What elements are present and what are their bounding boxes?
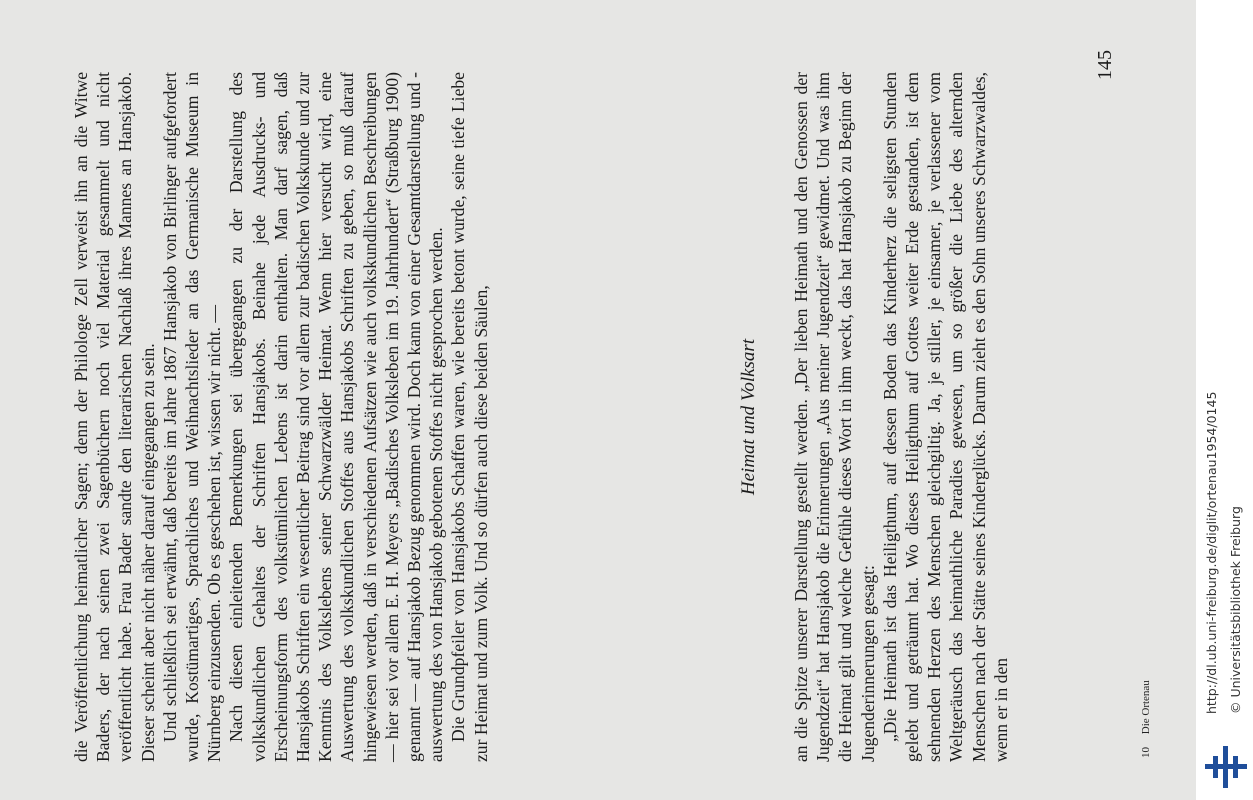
paragraph: Nach diesen einleitenden Bemerkungen sei übergegangen zu der Darstellung des volkskundlichen Gehaltes der Schriften Hansjakobs. Beinahe jede Ausdrucks- und Erscheinungsform des volkstümlichen Lebens ist darin enthalten. Man darf sagen, daß Hansjakobs Schriften ein wesentlicher Beitrag sind vor allem zur badischen Volkskunde und zur Kenntnis des Volkslebens seiner Schwarzwälder Heimat. Wenn hier versucht wird, eine Auswertung des volkskundlichen Stoffes aus Hansjakobs Schriften zu geben, so muß darauf hingewiesen werden, daß in verschiedenen Aufsätzen wie auch volkskundlichen Beschreibungen — hier sei vor allem E. H. Meyers „Badisches Volksleben im 19. Jahrhundert“ (Straßburg 1900) genannt — auf Hansjakob Bezug genommen wird. Doch kann von einer Gesamtdarstellung und -auswertung des von Hansjakob gebotenen Stoffes nicht gesprochen werden. bbox=[226, 72, 447, 762]
text-block-top bbox=[70, 72, 492, 762]
page-number: 145 bbox=[1094, 50, 1116, 80]
paragraph: Und schließlich sei erwähnt, daß bereits im Jahre 1867 Hansjakob von Birlinger aufgefordert wurde, Kostümartiges, Sprachliches und Weihnachtslieder an das Germanische Museum in Nürnberg einzusenden. Ob es geschehen ist, wissen wir nicht. — bbox=[159, 72, 225, 762]
paragraph: „Die Heimath ist das Heiligthum, auf dessen Boden das Kinderherz die seligsten Stunden gelebt und geträumt hat. Wo dieses Heiligthum auf Gottes weiter Erde gestanden, ist dem sehnenden Herzen des Menschen gleichgiltig. Ja, je stiller, je einsamer, je verlassener vom Weltgeräusch das heimathliche Paradies gewesen, um so größer die Liebe des alternden Menschen nach der Stätte seines Kinderglücks. Darum zieht es den Sohn unseres Schwarzwaldes, wenn er in den bbox=[879, 72, 1011, 762]
copyright-notice: © Universitätsbibliothek Freiburg bbox=[1228, 506, 1243, 714]
paragraph: an die Spitze unserer Darstellung gestellt werden. „Der lieben Heimath und den Genossen der Jugendzeit“ hat Hansjakob die Erinnerungen „Aus meiner Jugendzeit“ gewidmet. Und was ihm die Heimat gilt und welche Gefühle dieses Wort in ihm weckt, das hat Hansjakob zu Beginn der Jugenderinnerungen gesagt: bbox=[791, 72, 878, 762]
paragraph: Die Grundpfeiler von Hansjakobs Schaffen waren, wie bereits betont wurde, seine tiefe Liebe zur Heimat und zum Volk. Und so dürfen auch diese beiden Säulen, bbox=[448, 72, 491, 762]
footer-sheet-number: 10 bbox=[1140, 747, 1152, 758]
journal-footer bbox=[1140, 558, 1152, 758]
sidebar-text bbox=[1196, 0, 1253, 800]
library-sidebar bbox=[1196, 0, 1253, 800]
footer-journal-title: Die Ortenau bbox=[1140, 680, 1152, 735]
source-url-link[interactable]: http://dl.ub.uni-freiburg.de/diglit/ortenau1954/0145 bbox=[1204, 391, 1219, 714]
paragraph: die Veröffentlichung heimatlicher Sagen; denn der Philologe Zell verweist ihn an die Witwe Baders, der nach seinen zwei Sagenbüchern noch viel Material gesammelt und nicht veröffentlicht habe. Frau Bader sandte den literarischen Nachlaß ihres Mannes an Hansjakob. Dieser scheint aber nicht näher darauf eingegangen zu sein. bbox=[71, 72, 158, 762]
ub-freiburg-logo-icon bbox=[1203, 744, 1249, 790]
section-heading: Heimat und Volksart bbox=[738, 338, 759, 496]
text-block-bottom bbox=[790, 72, 1012, 762]
